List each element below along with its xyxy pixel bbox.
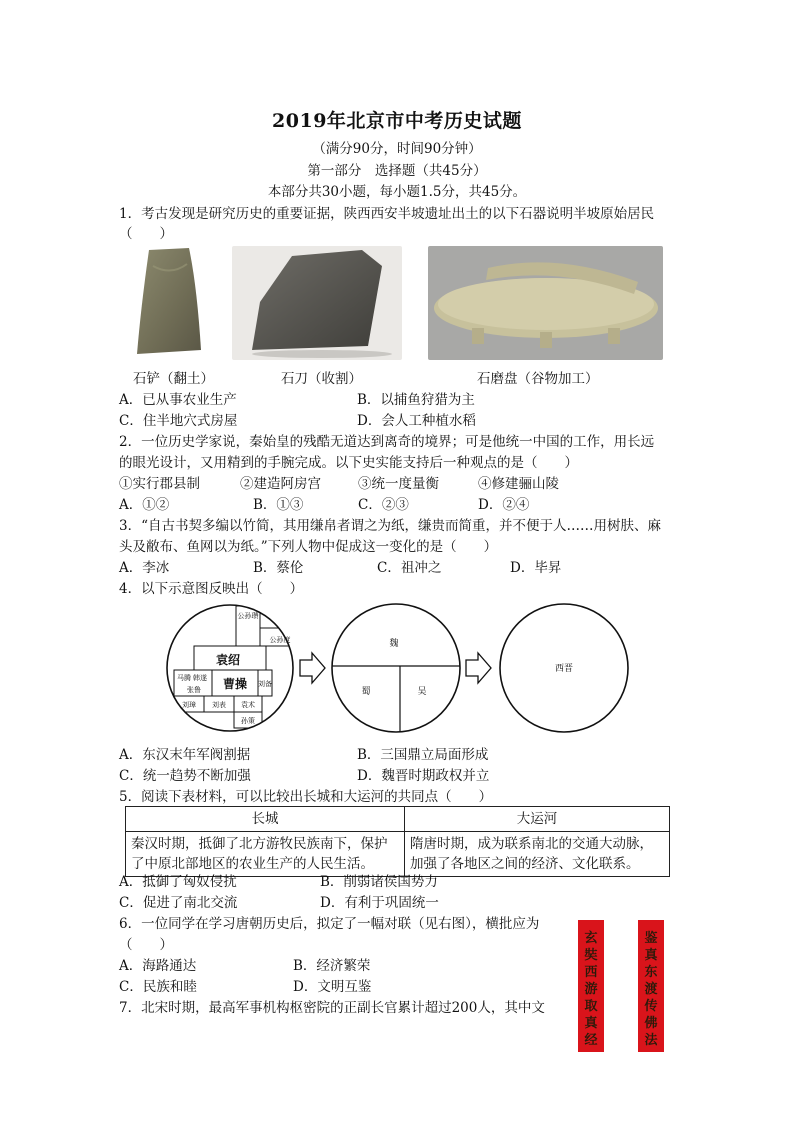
- grinding-stone-image: [428, 246, 663, 360]
- part-instruction: 本部分共30小题，每小题1.5分，共45分。: [267, 184, 527, 200]
- comparison-table: [125, 806, 670, 877]
- q3-stem-line1: 3．“自古书契多编以竹简，其用缣帛者谓之为纸，缣贵而简重，并不便于人……用树肤、麻: [119, 518, 661, 534]
- map1-label-mateng: 马腾: [177, 674, 191, 682]
- q4-option-b[interactable]: B．三国鼎立局面形成: [357, 747, 489, 763]
- q1-blank: （ ）: [119, 226, 173, 242]
- q6-option-b[interactable]: B．经济繁荣: [293, 958, 371, 974]
- q6-option-d[interactable]: D．文明互鉴: [293, 979, 372, 995]
- q5-option-a[interactable]: A．抵御了匈奴侵扰: [119, 874, 237, 890]
- q2-item-1: ①实行郡县制: [119, 476, 200, 492]
- warlord-map: [167, 605, 300, 731]
- q2-stem-line2: 的眼光设计，又用精到的手腕完成。以下史实能支持后一种观点的是（ ）: [119, 455, 578, 471]
- q3-option-d[interactable]: D．毕昇: [510, 560, 562, 576]
- q6-option-a[interactable]: A．海路通达: [119, 958, 197, 974]
- q2-option-c[interactable]: C．②③: [358, 497, 409, 513]
- q2-item-4: ④修建骊山陵: [478, 476, 559, 492]
- table-header-grand-canal: 大运河: [405, 807, 670, 832]
- q2-item-2: ②建造阿房宫: [240, 476, 321, 492]
- caption-shovel: 石铲（翻土）: [133, 371, 214, 387]
- map1-label-liuzhang: 刘璋: [182, 701, 196, 709]
- q1-option-c[interactable]: C．住半地穴式房屋: [119, 413, 238, 429]
- map2-label-shu: 蜀: [361, 687, 371, 697]
- three-kingdoms-map: [332, 604, 460, 732]
- q4-option-c[interactable]: C．统一趋势不断加强: [119, 768, 251, 784]
- q1-stem: 1．考古发现是研究历史的重要证据，陕西西安半坡遗址出土的以下石器说明半坡原始居民: [119, 206, 655, 222]
- map2-label-wu: 吴: [417, 687, 427, 697]
- part-heading: 第一部分 选择题（共45分）: [307, 163, 487, 179]
- q4-option-a[interactable]: A．东汉末年军阀割据: [119, 747, 251, 763]
- q2-item-3: ③统一度量衡: [358, 476, 439, 492]
- map1-label-sunce: 孙策: [241, 717, 255, 725]
- map1-label-yuanshu: 袁术: [241, 701, 255, 709]
- arrow-right-icon: [300, 653, 325, 683]
- q4-stem: 4．以下示意图反映出（ ）: [119, 581, 304, 597]
- q2-stem-line1: 2．一位历史学家说，秦始皇的残酷无道达到离奇的境界；可是他统一中国的工作，用长远: [119, 434, 655, 450]
- table-cell-great-wall: 秦汉时期，抵御了北方游牧民族南下，保护 了中原北部地区的农业生产的人民生活。: [126, 832, 405, 877]
- table-header-great-wall: 长城: [126, 807, 405, 832]
- map1-label-liubiao: 刘表: [212, 701, 226, 709]
- map1-label-caocao: 曹操: [222, 677, 248, 691]
- q5-stem: 5．阅读下表材料，可以比较出长城和大运河的共同点（ ）: [119, 789, 493, 805]
- q2-option-b[interactable]: B．①③: [253, 497, 304, 513]
- caption-knife: 石刀（收割）: [281, 371, 362, 387]
- q1-option-a[interactable]: A．已从事农业生产: [119, 392, 237, 408]
- western-jin-map: [500, 604, 628, 732]
- q5-option-d[interactable]: D．有利于巩固统一: [320, 895, 439, 911]
- page-title: 2019年北京市中考历史试题: [272, 110, 522, 132]
- map1-label-hansui: 韩遂: [193, 674, 207, 682]
- table-cell-grand-canal: 隋唐时期，成为联系南北的交通大动脉， 加强了各地区之间的经济、文化联系。: [405, 832, 670, 877]
- caption-grinder: 石磨盘（谷物加工）: [477, 371, 599, 387]
- q4-option-d[interactable]: D．魏晋时期政权并立: [357, 768, 490, 784]
- q7-stem-line1: 7．北宋时期，最高军事机构枢密院的正副长官累计超过200人，其中文: [119, 1000, 545, 1016]
- q6-option-c[interactable]: C．民族和睦: [119, 979, 197, 995]
- couplet-left: 玄 奘 西 游 取 真 经: [578, 920, 604, 1052]
- q6-blank: （ ）: [119, 937, 173, 953]
- map1-label-liubei: 刘备: [258, 680, 272, 688]
- q4-maps-diagram: [160, 598, 640, 738]
- map1-label-yuanshao: 袁绍: [215, 653, 241, 667]
- stone-shovel-image: [131, 246, 205, 358]
- exam-subtitle: （满分90分，时间90分钟）: [312, 141, 482, 157]
- q5-option-b[interactable]: B．削弱诸侯国势力: [320, 874, 438, 890]
- q2-option-a[interactable]: A．①②: [119, 497, 170, 513]
- q1-option-b[interactable]: B．以捕鱼狩猎为主: [357, 392, 475, 408]
- map1-label-zhanglu: 张鲁: [187, 686, 201, 694]
- q5-option-c[interactable]: C．促进了南北交流: [119, 895, 238, 911]
- q3-stem-line2: 头及敝布、鱼网以为纸。”下列人物中促成这一变化的是（ ）: [119, 539, 498, 555]
- map1-label-gongsundu: 公孙度: [269, 636, 291, 644]
- q3-option-c[interactable]: C．祖冲之: [377, 560, 442, 576]
- q6-stem-line1: 6．一位同学在学习唐朝历史后，拟定了一幅对联（见右图），横批应为: [119, 916, 540, 932]
- map2-label-wei: 魏: [389, 639, 399, 649]
- q3-option-a[interactable]: A．李冰: [119, 560, 170, 576]
- couplet-right: 鉴 真 东 渡 传 佛 法: [638, 920, 664, 1052]
- map1-label-gongsunzan: 公孙瓒: [237, 612, 259, 620]
- q2-option-d[interactable]: D．②④: [478, 497, 530, 513]
- q1-option-d[interactable]: D．会人工种植水稻: [357, 413, 476, 429]
- arrow-right-icon: [466, 653, 491, 683]
- map3-label-xijin: 西晋: [554, 664, 574, 674]
- stone-knife-image: [232, 246, 402, 360]
- q3-option-b[interactable]: B．蔡伦: [253, 560, 304, 576]
